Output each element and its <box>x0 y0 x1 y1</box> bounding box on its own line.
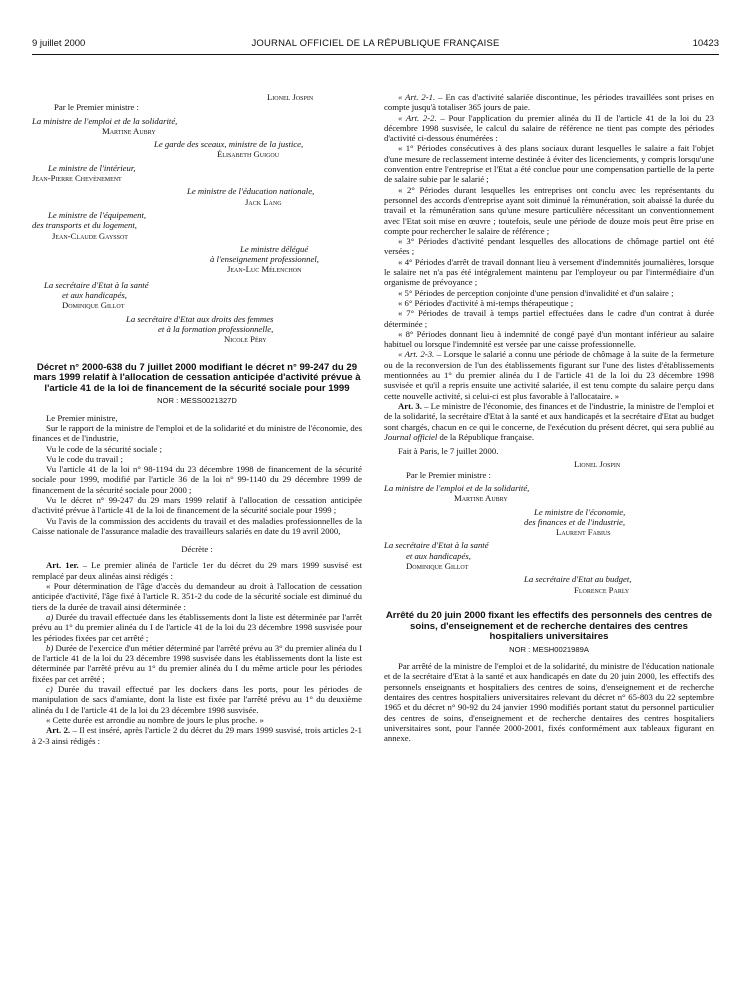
minister-role: La secrétaire d'Etat à la santé <box>44 279 149 290</box>
minister-role: des transports et du logement, <box>32 220 137 231</box>
signature-pm: Lionel Jospin <box>574 459 621 470</box>
page-number: 10423 <box>692 38 719 49</box>
minister-name: Nicole Péry <box>224 334 267 345</box>
minister-role: Le ministre de l'économie, <box>534 506 626 517</box>
minister-role: à l'enseignement professionnel, <box>210 254 319 265</box>
list-item: « 2° Périodes durant lesquelles les entreprises ont conclu avec les représentants du personnel des accords d'entreprise ayant soit diminué la rémunération, soit abaissé la durée du travail et la rémunération sans qu'une mesure particulière nécessitant un conventionnement avec l'Etat soit mise en œuvre ; toutefois, seule une période de douze mois peut être prise en compte pour rechercher le salaire de référence ; <box>384 184 714 236</box>
list-item: c) Durée du travail effectué par les dockers dans les ports, pour les périodes de manipulation de sacs d'amiante, dont la liste est fixée par l'arrêté prévu au 1° du deuxième alinéa du I de l'article 41 de la loi du 23 décembre 1998 susvisée. <box>32 684 362 715</box>
arrete-title: Arrêté du 20 juin 2000 fixant les effectifs des personnels des centres de soins, d'enseignement et de recherche dentaires des centres hospitaliers universitaires <box>385 609 713 643</box>
minister-name: Dominique Gillot <box>62 300 125 311</box>
minister-name: Élisabeth Guigou <box>217 149 280 160</box>
minister-role: et aux handicapés, <box>62 290 127 301</box>
article-2: Art. 2. – Il est inséré, après l'article 2 du décret du 29 mars 1999 susvisé, trois articles 2-1 à 2-3 ainsi rédigés : <box>32 725 362 746</box>
list-item: « 4° Périodes d'arrêt de travail donnant lieu à versement d'indemnités journalières, lorsque le salaire net n'a pas été intégralement maintenu par l'employeur ou par l'intermédiaire d'un organisme de prévoyance ; <box>384 256 714 288</box>
minister-name: Jack Lang <box>245 196 282 207</box>
list-item: a) Durée du travail effectuée dans les établissements dont la liste est déterminée par l'arrêt prévu au 1° du premier alinéa du I de l'article 41 de la loi du 23 décembre 1998 susvisée pour les périodes fixées par cet arrêté ; <box>32 611 362 643</box>
list-item: « 8° Périodes donnant lieu à indemnité de congé payé d'un montant inférieur au salaire habituel ou lorsque l'indemnité est versée par une caisse professionnelle. <box>384 328 714 350</box>
minister-name: Florence Parly <box>574 584 630 595</box>
minister-name: Jean-Luc Mélenchon <box>227 264 302 275</box>
minister-role: des finances et de l'industrie, <box>524 516 626 527</box>
article-2-3: « Art. 2-3. – Lorsque le salarié a connu une période de chômage à la suite de la fermeture ou de la reconversion de l'un des établissements figurant sur l'une des listes d'établissements mentionnées au 1° du premier alinéa du I de l'article 41 de la loi du 23 décembre 1998 susvisée et qu'il a repris ensuite une activité salariée, il est tenu compte du salaire perçu dans cette nouvelle activité, si celui-ci est plus favorable à l'allocataire. » <box>384 349 714 401</box>
article-1: Art. 1er. – Le premier alinéa de l'article 1er du décret du 29 mars 1999 susvisé est remplacé par deux alinéas ainsi rédigés : <box>32 560 363 581</box>
minister-name: Martine Aubry <box>102 125 156 136</box>
quoted-paragraph: « Pour détermination de l'âge d'accès du demandeur au droit à l'allocation de cessation anticipée d'activité, l'âge fixé à l'article R. 351-2 du code de la sécurité sociale est diminué du tiers de la durée de travail ainsi déterminée : <box>32 581 362 612</box>
article-3: Art. 3. – Le ministre de l'économie, des finances et de l'industrie, la ministre de l'emploi et de la solidarité, la secrétaire d'Etat à la santé et aux handicapés et la secrétaire d'Etat au budget sont chargés, chacun en ce qui le concerne, de l'exécution du présent décret, qui sera publié au Journal officiel de la République française. <box>384 400 714 442</box>
minister-role: La secrétaire d'Etat à la santé <box>384 540 489 551</box>
list-item: « 7° Périodes de travail à temps partiel effectuées dans le cadre d'un contrat à durée déterminée ; <box>384 308 714 329</box>
list-item: « 1° Périodes consécutives à des plans sociaux durant lesquelles le salaire a fait l'objet d'une mesure de reclassement interne destinée à éviter des licenciements, y compris lorsqu'une convention entre l'entreprise et l'Etat a été conclue pour une compensation partielle de la perte de salaire subie par le salarié ; <box>384 143 714 185</box>
minister-role: Le garde des sceaux, ministre de la justice, <box>154 139 304 150</box>
minister-role: Le ministre de l'équipement, <box>48 209 147 220</box>
list-item: « 3° Périodes d'activité pendant lesquelles des allocations de chômage partiel ont été versées ; <box>384 236 714 257</box>
paragraph: Vu le code de la sécurité sociale ; <box>46 443 162 454</box>
decree-title: Décret n° 2000-638 du 7 juillet 2000 modifiant le décret n° 99-247 du 29 mars 1999 relatif à l'allocation de cessation anticipée d'activité prévue à l'article 41 de la loi de financement de la sécurité sociale pour 1999 <box>33 361 361 394</box>
list-item: « 5° Périodes de perception conjointe d'une pension d'invalidité et d'un salaire ; <box>398 287 674 298</box>
quoted-paragraph: « Cette durée est arrondie au nombre de jours le plus proche. » <box>46 714 264 725</box>
article-label: Art. 3. <box>398 400 422 411</box>
article-label: Art. 2. <box>46 725 71 736</box>
list-item: « 6° Périodes d'activité à mi-temps thérapeutique ; <box>398 297 574 308</box>
minister-name: Jean-Claude Gayssot <box>52 230 128 241</box>
minister-role: La secrétaire d'Etat au budget, <box>524 574 632 585</box>
left-column <box>32 92 362 746</box>
minister-role: Le ministre délégué <box>240 243 309 254</box>
article-label: Art. 1er. <box>46 560 79 571</box>
article-2-1: « Art. 2-1. – En cas d'activité salariée discontinue, les périodes travaillées sont prises en compte jusqu'à totaliser 365 jours de paie. <box>384 92 714 113</box>
minister-name: Jean-Pierre Chevènement <box>32 173 122 184</box>
signature-intro: Par le Premier ministre : <box>54 102 139 113</box>
paragraph: Vu le code du travail ; <box>46 453 123 464</box>
minister-role: La ministre de l'emploi et de la solidarité, <box>32 115 178 126</box>
minister-role: et aux handicapés, <box>406 550 471 561</box>
nor-reference: NOR : MESS0021327D <box>157 396 237 406</box>
article-2-2: « Art. 2-2. – Pour l'application du premier alinéa du II de l'article 41 de la loi du 23 décembre 1998 susvisée, le calcul du salaire de référence ne tient pas compte des périodes d'activité ci-dessous énumérées : <box>384 112 714 144</box>
paragraph: Vu l'avis de la commission des accidents du travail et des maladies professionnelles de la Caisse nationale de l'assurance maladie des travailleurs salariés en date du 19 avril 2000, <box>32 515 362 536</box>
paragraph: Sur le rapport de la ministre de l'emploi et de la solidarité et du ministre de l'économie, des finances et de l'industrie, <box>32 422 362 444</box>
paragraph: Vu le décret n° 99-247 du 29 mars 1999 relatif à l'allocation de cessation anticipée d'activité prévue à l'article 41 de la loi de financement de la sécurité sociale pour 1999 ; <box>32 494 362 516</box>
journal-title: JOURNAL OFFICIEL DE LA RÉPUBLIQUE FRANÇAISE <box>251 38 500 49</box>
right-column <box>384 92 714 743</box>
decrete-heading: Décrète : <box>181 544 213 555</box>
nor-reference: NOR : MESH0021989A <box>509 644 589 654</box>
minister-name: Martine Aubry <box>454 493 508 504</box>
minister-role: et à la formation professionnelle, <box>158 323 274 334</box>
header-rule <box>32 54 719 55</box>
minister-role: La secrétaire d'Etat aux droits des femmes <box>126 313 274 324</box>
minister-role: Le ministre de l'éducation nationale, <box>187 186 315 197</box>
minister-name: Dominique Gillot <box>406 561 469 572</box>
header-date: 9 juillet 2000 <box>32 38 86 49</box>
minister-role: La ministre de l'emploi et de la solidarité, <box>384 482 530 493</box>
page-header <box>32 38 719 52</box>
date-place: Fait à Paris, le 7 juillet 2000. <box>398 446 499 457</box>
minister-name: Laurent Fabius <box>556 527 611 538</box>
signature-pm: Lionel Jospin <box>267 92 314 102</box>
paragraph: Par arrêté de la ministre de l'emploi et de la solidarité, du ministre de l'éducation nationale et de la secrétaire d'Etat à la santé et aux handicapés en date du 20 juin 2000, les effectifs des personnels enseignants et hospitaliers des centres de soins, d'enseignement et de recherche dentaires des centres hospitaliers universitaires relevant du décret n° 65-803 du 22 septembre 1965 et du décret n° 90-92 du 24 janvier 1990 modifiés portant statut du personnel particulier des centres de soins, d'enseignement et de recherche dentaires des centres hospitaliers universitaires sont, pour l'année 2000-2001, fixés conformément aux tableaux figurant en annexe. <box>384 661 714 744</box>
list-item: b) Durée de l'exercice d'un métier déterminé par l'arrêté prévu au 3° du premier alinéa du I de l'article 41 de la loi du 23 décembre 1998 susvisée dans les établissements dont la liste est déterminée par l'arrêté prévu au 1° du premier alinéa du I du même article pour les périodes fixées par cet arrêté ; <box>32 642 362 684</box>
signature-intro: Par le Premier ministre : <box>406 469 491 480</box>
paragraph: Vu l'article 41 de la loi n° 98-1194 du 23 décembre 1998 de financement de la sécurité sociale pour 1999, modifié par l'article 36 de la loi n° 99-1140 du 29 décembre 1999 de financement de la sécurité sociale pour 2000 ; <box>32 464 362 495</box>
minister-role: Le ministre de l'intérieur, <box>48 162 136 173</box>
paragraph: Le Premier ministre, <box>46 412 118 423</box>
